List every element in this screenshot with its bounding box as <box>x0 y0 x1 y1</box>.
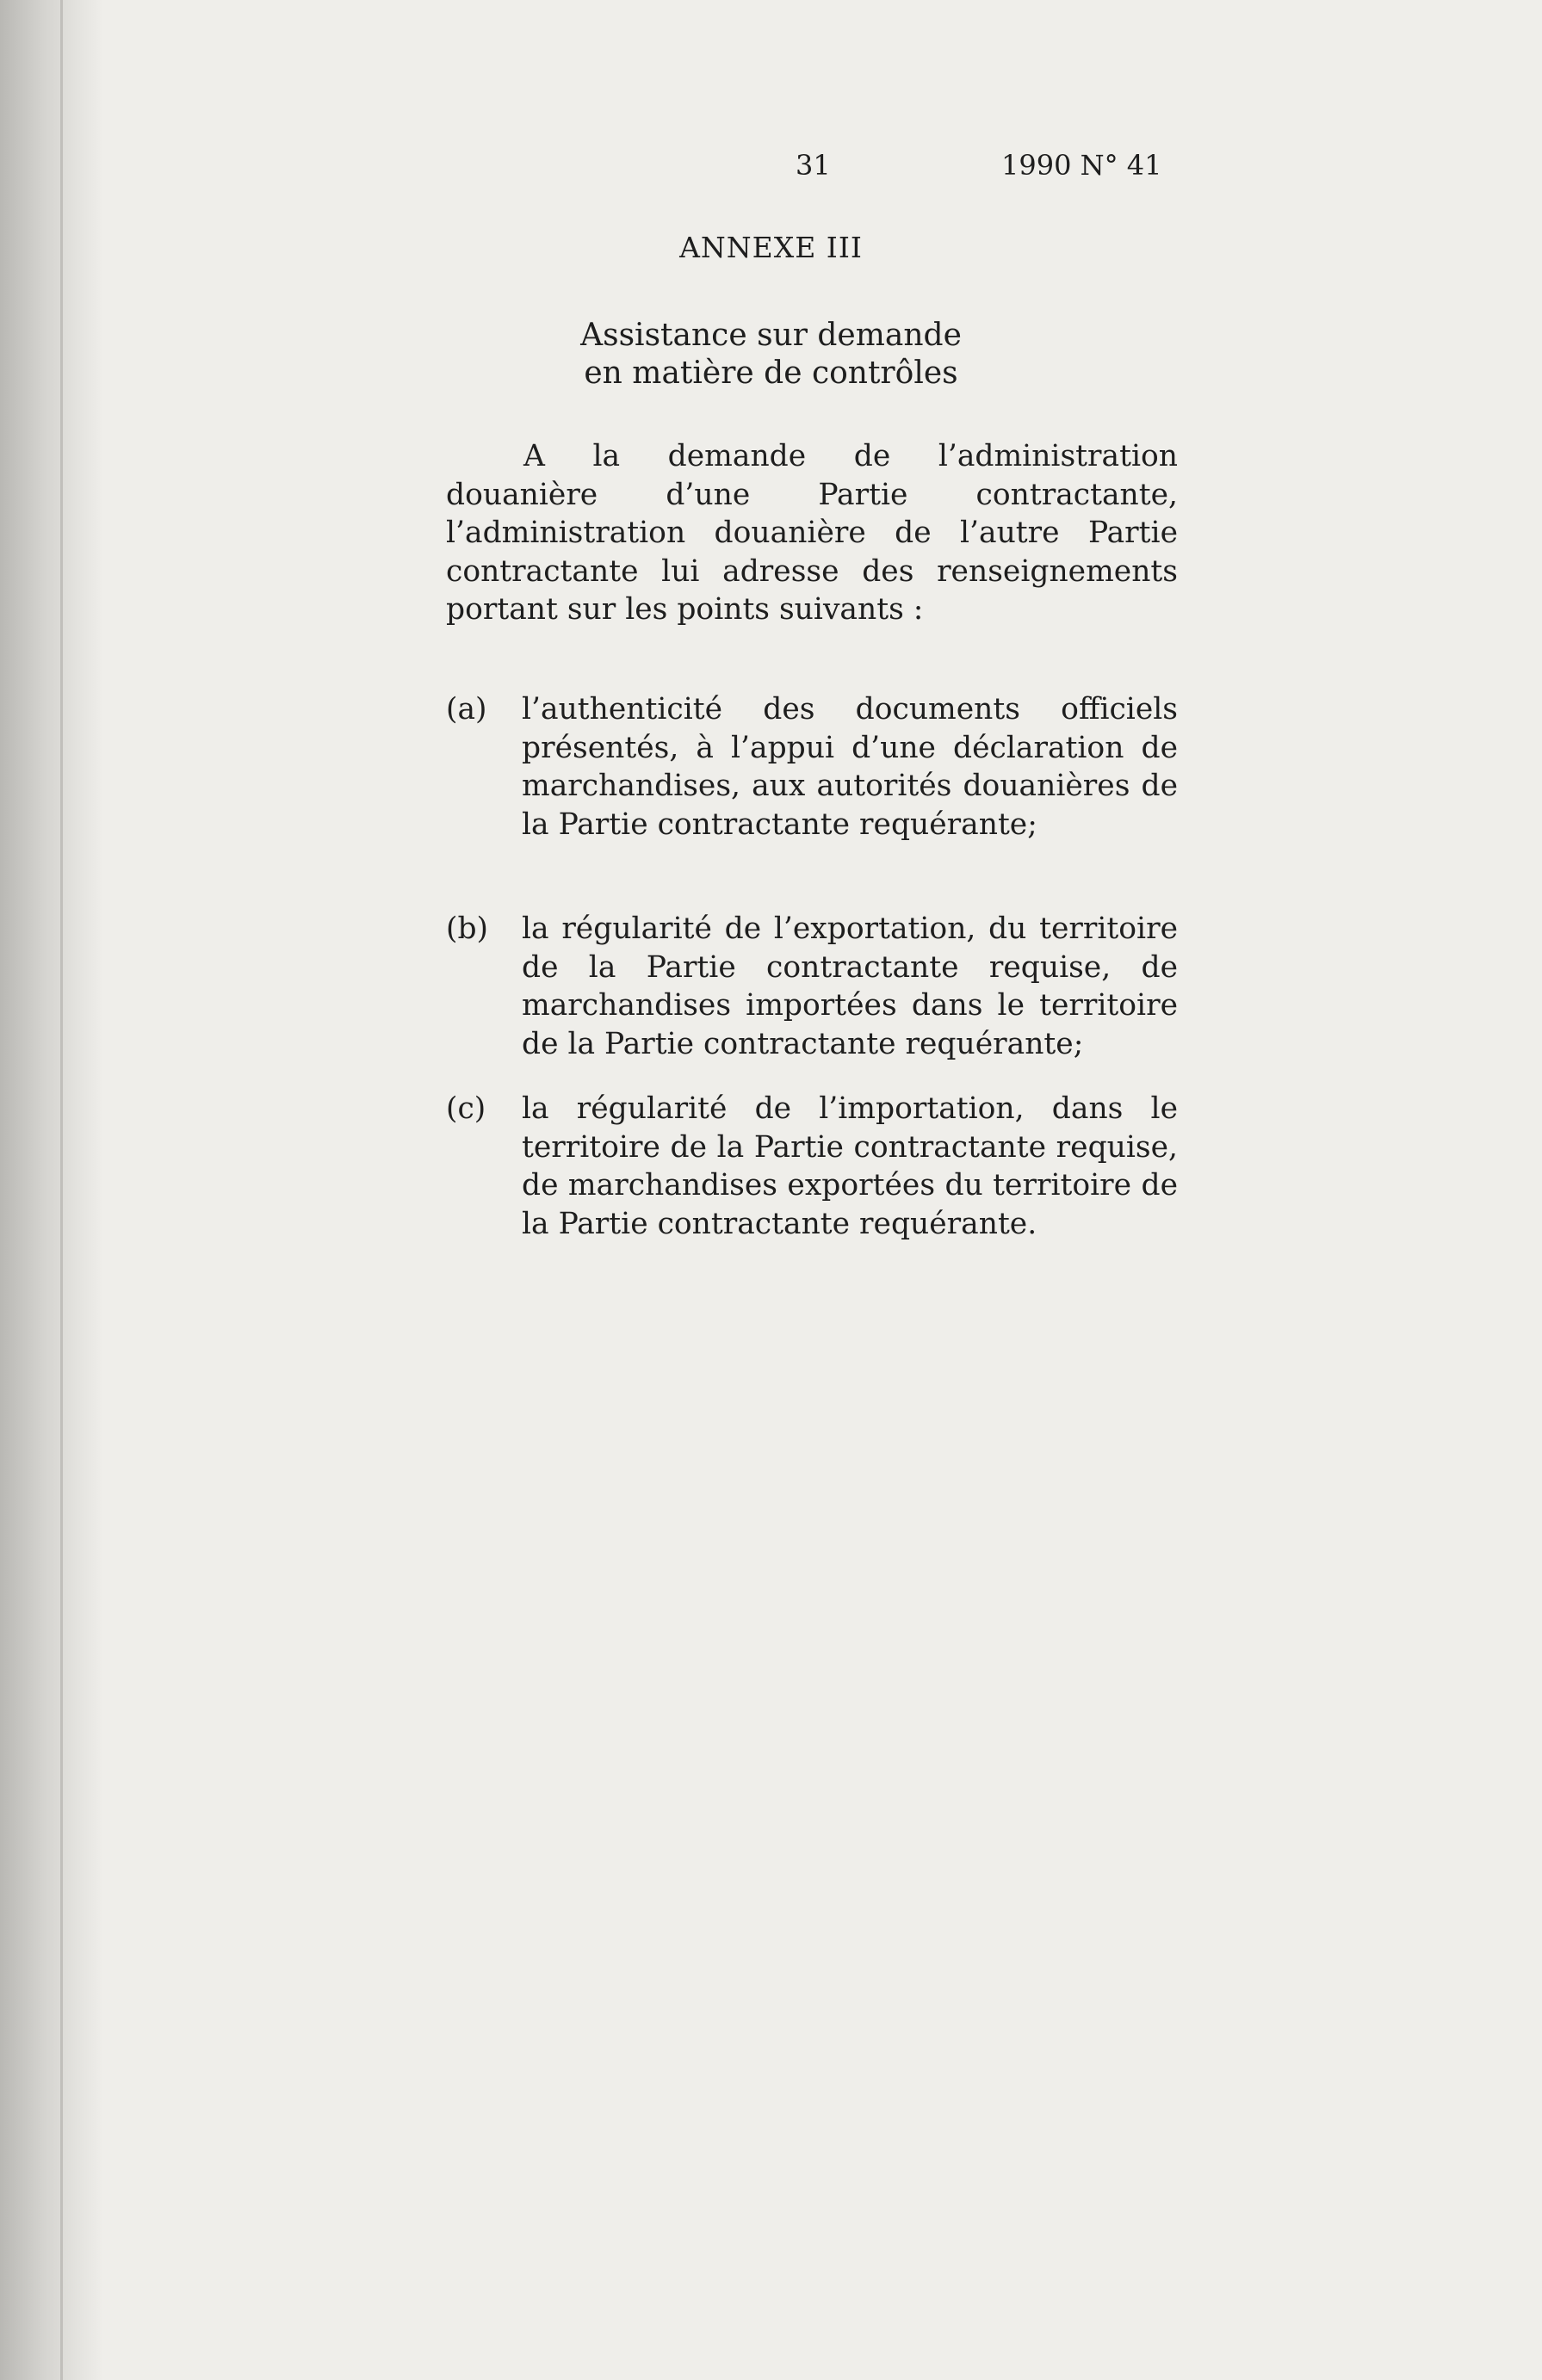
list-item-text: la régularité de l’importation, dans le territoire de la Partie contractante requise, de marchandises exportées du territoire de la Partie contractante requérante. <box>522 1091 1178 1241</box>
list-item <box>446 690 1178 844</box>
list-item <box>446 910 1178 1063</box>
list-marker: (b) <box>446 912 489 946</box>
section-heading <box>0 317 1542 393</box>
page-number: 31 <box>796 149 831 182</box>
list-marker: (a) <box>446 692 487 726</box>
list-item-text: l’authenticité des documents officiels présentés, à l’appui d’une déclaration de marchandises, aux autorités douanières de la Partie contractante requérante; <box>522 692 1178 842</box>
annex-title: ANNEXE III <box>679 231 863 264</box>
list-item <box>446 1090 1178 1243</box>
heading-line-1: Assistance sur demande <box>580 318 962 353</box>
law-reference: 1990 N° 41 <box>1001 149 1162 182</box>
list-marker: (c) <box>446 1091 486 1126</box>
list-item-text: la régularité de l’exportation, du territoire de la Partie contractante requise, de marchandises importées dans le territoire de la Partie contractante requérante; <box>522 912 1178 1061</box>
intro-paragraph: A la demande de l’administration douanière d’une Partie contractante, l’administration douanière de l’autre Partie contractante lui adresse des renseignements portant sur les points suivants : <box>446 439 1178 627</box>
heading-line-2: en matière de contrôles <box>584 355 958 391</box>
